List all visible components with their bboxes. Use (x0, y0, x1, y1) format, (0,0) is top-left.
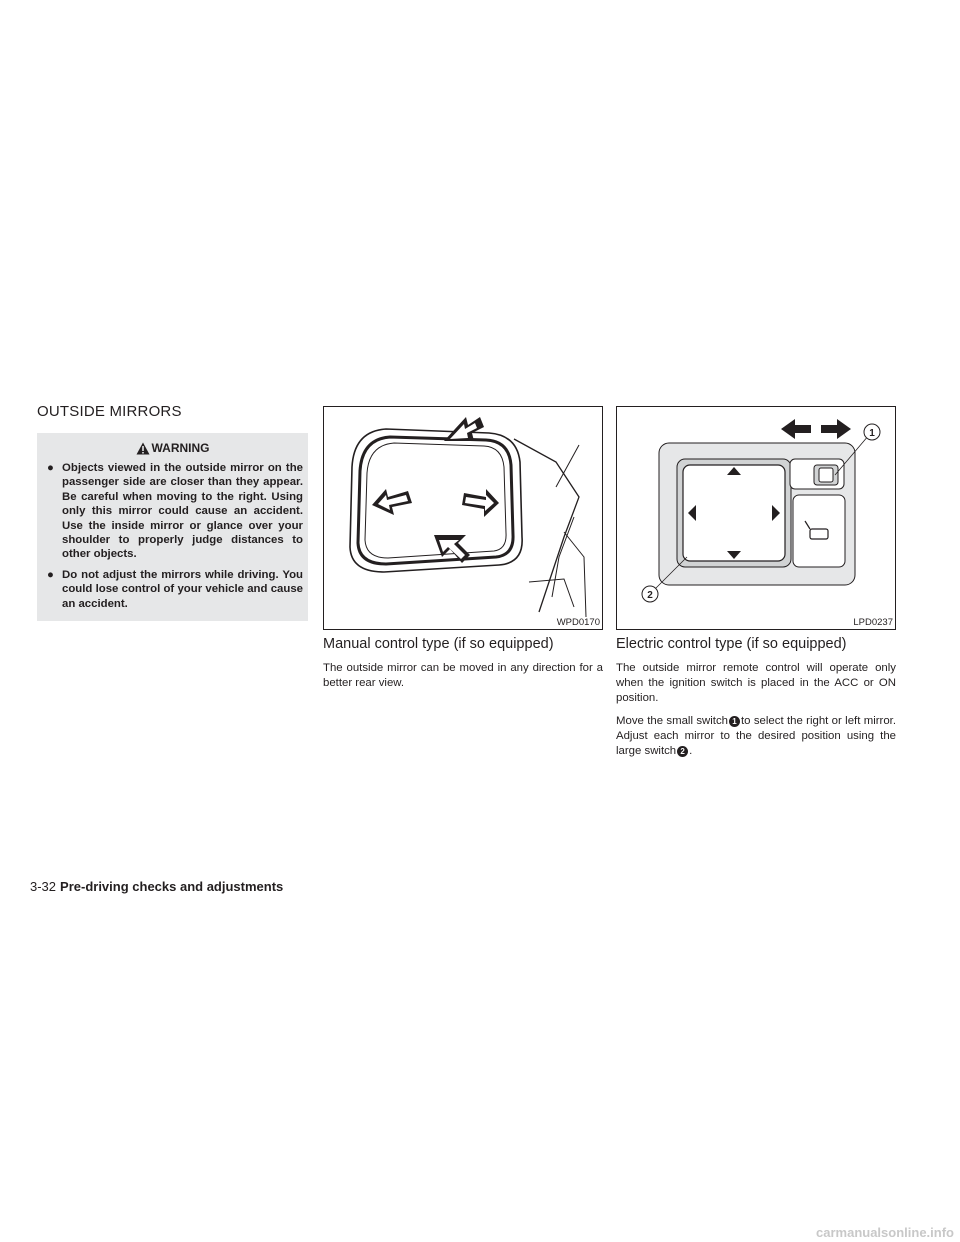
manual-mirror-figure (323, 406, 603, 630)
warning-heading-text: WARNING (151, 441, 210, 455)
warning-list (47, 461, 303, 617)
bullet-icon: ● (47, 462, 54, 474)
electric-text (616, 661, 896, 767)
section-title: OUTSIDE MIRRORS (37, 403, 182, 420)
figure-code: LPD0237 (853, 617, 893, 628)
p2-text-c: . (689, 745, 693, 757)
electric-paragraph-1: The outside mirror remote control will operate only when the ignition switch is placed in the ACC or ON position. (616, 662, 896, 704)
warning-triangle-icon (136, 442, 150, 455)
warning-box (37, 433, 308, 621)
page-footer (30, 879, 283, 894)
manual-paragraph: The outside mirror can be moved in any direction for a better rear view. (323, 662, 603, 689)
electric-heading: Electric control type (if so equipped) (616, 636, 847, 652)
bullet-icon: ● (47, 568, 54, 581)
manual-heading: Manual control type (if so equipped) (323, 636, 554, 652)
p2-text-a: Move the small switch (616, 715, 728, 727)
chapter-title: Pre-driving checks and adjustments (60, 879, 284, 894)
warning-item (47, 568, 303, 611)
warning-item (47, 461, 303, 562)
manual-text (323, 661, 603, 699)
mirror-illustration (324, 407, 602, 629)
callout-ref-2: 2 (677, 746, 688, 757)
page-number: 3-32 (30, 879, 57, 894)
callout-ref-1: 1 (729, 716, 740, 727)
switch-illustration (617, 407, 895, 629)
electric-paragraph-2 (616, 714, 896, 759)
electric-switch-figure (616, 406, 896, 630)
warning-item-text: Objects viewed in the outside mirror on the passenger side are closer than they appear. Be careful when moving to the right. Using only this mirror could cause an accident. Use the inside mirror or glance over your shoulder to properly judge distances to other objects. (62, 462, 303, 561)
callout-1: 1 (869, 428, 875, 439)
warning-heading (37, 441, 308, 455)
warning-item-text: Do not adjust the mirrors while driving. You could lose control of your vehicle and cause an accident. (62, 568, 303, 610)
p2-text-b: to select the right or left mirror. Adjust each mirror to the desired position using the large switch (616, 715, 896, 757)
callout-2: 2 (647, 590, 653, 601)
watermark: carmanualsonline.info (816, 1225, 954, 1240)
figure-code: WPD0170 (556, 617, 600, 628)
